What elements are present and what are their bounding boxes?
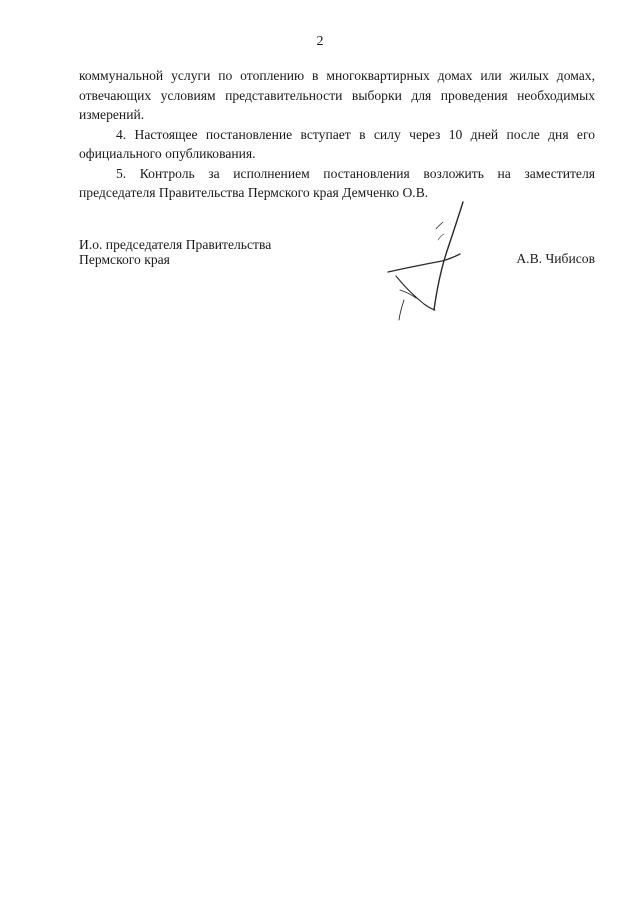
paragraph-item-5: 5. Контроль за исполнением постановления возложить на заместителя председателя Правительства Пермского края Демченко О.В. <box>79 165 595 200</box>
signatory-name: А.В. Чибисов <box>516 251 595 266</box>
signatory-title-line-2: Пермского края <box>79 252 170 267</box>
paragraph-item-4: 4. Настоящее постановление вступает в силу через 10 дней после дня его официального опубликования. <box>79 126 595 161</box>
signatory-title-line-1: И.о. председателя Правительства <box>79 237 272 252</box>
signature-block <box>79 236 595 336</box>
page-number: 2 <box>316 34 324 49</box>
handwritten-signature-icon <box>380 196 480 332</box>
paragraph-continuation: коммунальной услуги по отоплению в многоквартирных домах или жилых домах, отвечающих условиям представительности выборки для проведения необходимых измерений. <box>79 68 595 122</box>
document-body <box>79 66 595 203</box>
